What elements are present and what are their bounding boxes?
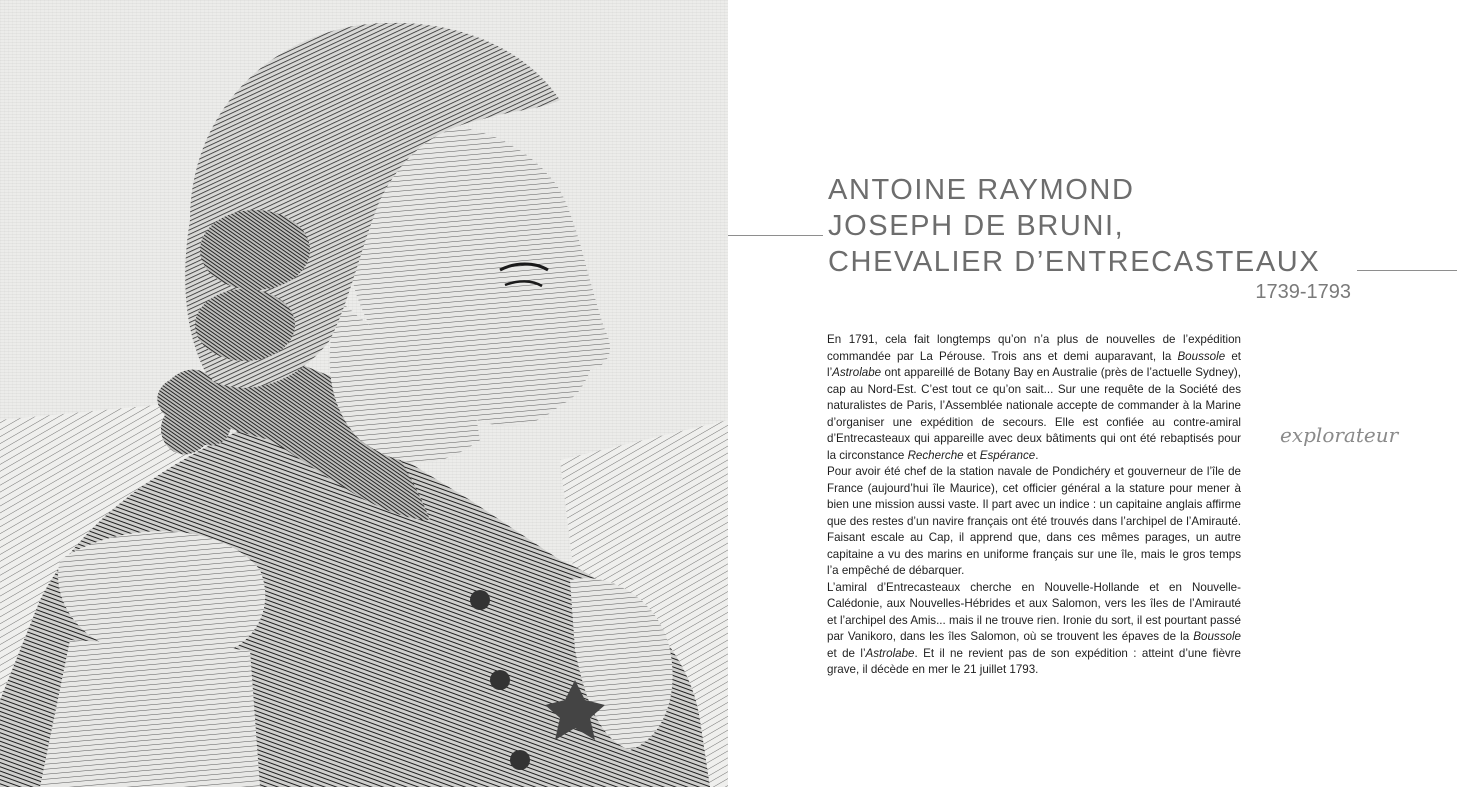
- paragraph-1-text-a: En 1791, cela fait longtemps qu’on n’a plus de nouvelles de l’expédition commandée par La Pérouse. Trois ans et demi auparavant, la: [827, 333, 1241, 363]
- ship-name-recherche: Recherche: [907, 448, 964, 462]
- ship-name-astrolabe: Astrolabe: [832, 366, 882, 379]
- paragraph-3: [827, 580, 1241, 679]
- wig-curl-lower: [195, 289, 295, 361]
- life-dates: 1739-1793: [1255, 281, 1351, 303]
- paragraph-2: Pour avoir été chef de la station navale de Pondichéry et gouverneur de l’île de France (aujourd’hui île Maurice), cet officier général a la stature pour mener à bien une mission aussi vaste. Il part avec un indice : un capitaine anglais affirme que des restes d’un navire français ont été trouvés dans l’archipel de l’Amirauté. Faisant escale au Cap, il apprend que, dans ces mêmes parages, un autre capitaine a vu des marins en uniforme français sur une île, mais le gros temps l’a empêché de débarquer.: [827, 465, 1241, 577]
- ship-name-astrolabe: Astrolabe: [865, 646, 915, 660]
- paragraph-1-text-b: et l’: [827, 349, 1241, 379]
- category-label: explorateur: [1280, 423, 1399, 447]
- paragraph-3-text-c: . Et il ne revient pas de son expédition : atteint d’une fièvre grave, il décède en mer le 21 juillet 1793.: [827, 646, 1241, 676]
- paragraph-1: [827, 332, 1241, 464]
- title-line-1: ANTOINE RAYMOND: [828, 174, 1135, 206]
- epaulette-fringe-left: [40, 640, 260, 787]
- paragraph-1-text-e: .: [1035, 448, 1039, 462]
- coat-button: [470, 590, 490, 610]
- biography-text: [827, 332, 1241, 679]
- title-line-3: CHEVALIER D’ENTRECASTEAUX: [828, 246, 1321, 278]
- ship-name-esperance: Espérance: [979, 448, 1036, 462]
- ship-name-boussole: Boussole: [1177, 349, 1226, 363]
- paragraph-3-text-a: L’amiral d’Entrecasteaux cherche en Nouvelle-Hollande et en Nouvelle-Calédonie, aux Nouvelles-Hébrides et aux Salomon, vers les îles de l’Amirauté et l’archipel des Amis... mais il ne trouve rien. Ironie du sort, il est pourtant passé par Vanikoro, dans les îles Salomon, où se trouvent les épaves de la: [827, 580, 1241, 643]
- engraved-portrait: [0, 0, 728, 787]
- coat-button: [510, 750, 530, 770]
- title-rule-right: [1357, 270, 1457, 271]
- paragraph-3-text-b: et de l’: [827, 646, 866, 660]
- wig-curl-upper: [200, 210, 310, 290]
- coat-button: [490, 670, 510, 690]
- title-line-2: JOSEPH DE BRUNI,: [828, 210, 1125, 242]
- paragraph-1-text-c: ont appareillé de Botany Bay en Australie (près de l’actuelle Sydney), cap au Nord-Est. C’est tout ce qu’on sait... Sur une requête de la Société des naturalistes de Paris, l’Assemblée nationale accepte de commander à la Marine d’organiser une expédition de secours. Elle est confiée au contre-amiral d’Entrecasteaux qui appareille avec deux bâtiments qui ont été rebaptisés pour la circonstance: [827, 366, 1241, 462]
- portrait-illustration: [0, 0, 728, 787]
- title-rule-left: [728, 235, 823, 236]
- paragraph-1-text-d: et: [963, 448, 980, 462]
- page-title: [828, 172, 1358, 280]
- ship-name-boussole: Boussole: [1193, 630, 1241, 643]
